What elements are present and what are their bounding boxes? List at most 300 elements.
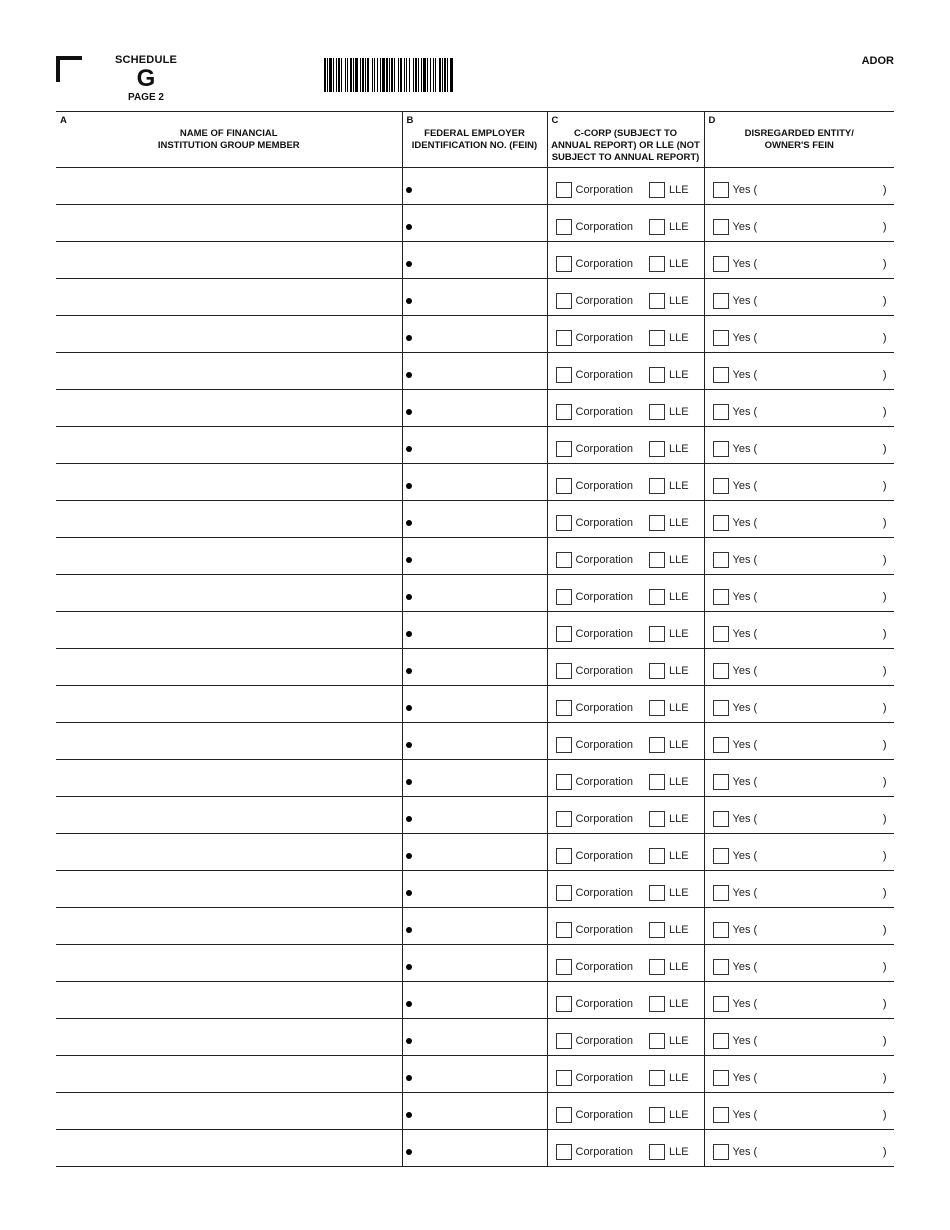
- table-row: [56, 242, 894, 279]
- column-title-line: C-CORP (SUBJECT TO: [573, 128, 678, 139]
- table-row: [56, 464, 894, 501]
- lle-label: LLE: [668, 961, 689, 973]
- lle-label: LLE: [668, 887, 689, 899]
- corporation-checkbox[interactable]: [556, 1070, 572, 1086]
- column-title-line: SUBJECT TO ANNUAL REPORT): [551, 152, 700, 163]
- yes-checkbox[interactable]: [713, 663, 729, 679]
- owner-fein-field[interactable]: ): [882, 332, 887, 344]
- table-row: [56, 316, 894, 353]
- fein-field[interactable]: [402, 575, 547, 612]
- corporation-checkbox[interactable]: [556, 774, 572, 790]
- corporation-checkbox[interactable]: [556, 256, 572, 272]
- corporation-label: Corporation: [575, 406, 633, 418]
- yes-label: Yes (: [732, 665, 758, 677]
- table-row: [56, 686, 894, 723]
- agency-label: ADOR: [861, 55, 894, 67]
- entity-type-cell: [547, 501, 704, 538]
- disregarded-entity-cell: [704, 723, 894, 760]
- lle-checkbox[interactable]: [649, 589, 665, 605]
- yes-label: Yes (: [732, 1035, 758, 1047]
- disregarded-entity-cell: [704, 575, 894, 612]
- fein-field[interactable]: [402, 686, 547, 723]
- yes-checkbox[interactable]: [713, 700, 729, 716]
- owner-fein-field[interactable]: ): [882, 702, 887, 714]
- corporation-label: Corporation: [575, 295, 633, 307]
- disregarded-entity-cell: [704, 1019, 894, 1056]
- lle-checkbox[interactable]: [649, 552, 665, 568]
- column-title-line: IDENTIFICATION NO. (FEIN): [411, 140, 538, 151]
- table-row: [56, 797, 894, 834]
- lle-checkbox[interactable]: [649, 330, 665, 346]
- corporation-label: Corporation: [575, 591, 633, 603]
- lle-checkbox[interactable]: [649, 996, 665, 1012]
- member-name-field[interactable]: [56, 945, 402, 982]
- bullet-icon: [406, 927, 412, 933]
- yes-checkbox[interactable]: [713, 441, 729, 457]
- bullet-icon: [406, 557, 412, 563]
- column-letter: C: [551, 115, 559, 126]
- member-name-field[interactable]: [56, 1130, 402, 1167]
- member-name-field[interactable]: [56, 390, 402, 427]
- corporation-label: Corporation: [575, 258, 633, 270]
- lle-label: LLE: [668, 184, 689, 196]
- member-name-field[interactable]: [56, 760, 402, 797]
- lle-checkbox[interactable]: [649, 626, 665, 642]
- corporation-checkbox[interactable]: [556, 367, 572, 383]
- member-name-field[interactable]: [56, 797, 402, 834]
- owner-fein-field[interactable]: ): [882, 369, 887, 381]
- lle-checkbox[interactable]: [649, 1070, 665, 1086]
- fein-field[interactable]: [402, 871, 547, 908]
- fein-field[interactable]: [402, 760, 547, 797]
- yes-checkbox[interactable]: [713, 256, 729, 272]
- column-header-c: [547, 112, 704, 168]
- corporation-label: Corporation: [575, 813, 633, 825]
- table-row: [56, 649, 894, 686]
- disregarded-entity-cell: [704, 1056, 894, 1093]
- yes-checkbox[interactable]: [713, 922, 729, 938]
- member-name-field[interactable]: [56, 427, 402, 464]
- lle-checkbox[interactable]: [649, 441, 665, 457]
- owner-fein-field[interactable]: ): [882, 554, 887, 566]
- lle-checkbox[interactable]: [649, 367, 665, 383]
- owner-fein-field[interactable]: ): [882, 1072, 887, 1084]
- fein-field[interactable]: [402, 538, 547, 575]
- fein-field[interactable]: [402, 1093, 547, 1130]
- lle-checkbox[interactable]: [649, 478, 665, 494]
- corporation-checkbox[interactable]: [556, 626, 572, 642]
- owner-fein-field[interactable]: ): [882, 517, 887, 529]
- member-name-field[interactable]: [56, 168, 402, 205]
- corporation-checkbox[interactable]: [556, 1144, 572, 1160]
- entity-type-cell: [547, 279, 704, 316]
- entity-type-cell: [547, 1019, 704, 1056]
- corporation-label: Corporation: [575, 887, 633, 899]
- yes-label: Yes (: [732, 813, 758, 825]
- yes-label: Yes (: [732, 887, 758, 899]
- lle-checkbox[interactable]: [649, 848, 665, 864]
- corporation-checkbox[interactable]: [556, 811, 572, 827]
- member-name-field[interactable]: [56, 649, 402, 686]
- table-row: [56, 427, 894, 464]
- table-row: [56, 1093, 894, 1130]
- owner-fein-field[interactable]: ): [882, 998, 887, 1010]
- corporation-label: Corporation: [575, 961, 633, 973]
- lle-checkbox[interactable]: [649, 1033, 665, 1049]
- yes-checkbox[interactable]: [713, 811, 729, 827]
- owner-fein-field[interactable]: ): [882, 591, 887, 603]
- disregarded-entity-cell: [704, 242, 894, 279]
- corporation-label: Corporation: [575, 369, 633, 381]
- fein-field[interactable]: [402, 982, 547, 1019]
- bullet-icon: [406, 779, 412, 785]
- lle-label: LLE: [668, 739, 689, 751]
- owner-fein-field[interactable]: ): [882, 887, 887, 899]
- member-name-field[interactable]: [56, 1019, 402, 1056]
- table-row: [56, 168, 894, 205]
- fein-field[interactable]: [402, 205, 547, 242]
- corporation-label: Corporation: [575, 998, 633, 1010]
- table-row: [56, 723, 894, 760]
- yes-checkbox[interactable]: [713, 293, 729, 309]
- corporation-label: Corporation: [575, 1109, 633, 1121]
- corporation-checkbox[interactable]: [556, 478, 572, 494]
- table-row: [56, 982, 894, 1019]
- schedule-label: SCHEDULE: [114, 54, 178, 66]
- owner-fein-field[interactable]: ): [882, 1035, 887, 1047]
- member-name-field[interactable]: [56, 538, 402, 575]
- disregarded-entity-cell: [704, 464, 894, 501]
- corporation-checkbox[interactable]: [556, 700, 572, 716]
- lle-checkbox[interactable]: [649, 219, 665, 235]
- lle-checkbox[interactable]: [649, 737, 665, 753]
- lle-label: LLE: [668, 776, 689, 788]
- corporation-checkbox[interactable]: [556, 404, 572, 420]
- table-row: [56, 501, 894, 538]
- lle-label: LLE: [668, 591, 689, 603]
- column-letter: D: [708, 115, 716, 126]
- corporation-label: Corporation: [575, 221, 633, 233]
- corporation-checkbox[interactable]: [556, 219, 572, 235]
- lle-checkbox[interactable]: [649, 1144, 665, 1160]
- corner-mark: [56, 56, 82, 82]
- fein-field[interactable]: [402, 797, 547, 834]
- disregarded-entity-cell: [704, 649, 894, 686]
- lle-label: LLE: [668, 295, 689, 307]
- member-name-field[interactable]: [56, 575, 402, 612]
- member-name-field[interactable]: [56, 501, 402, 538]
- lle-label: LLE: [668, 332, 689, 344]
- yes-label: Yes (: [732, 480, 758, 492]
- owner-fein-field[interactable]: ): [882, 184, 887, 196]
- yes-checkbox[interactable]: [713, 478, 729, 494]
- bullet-icon: [406, 187, 412, 193]
- yes-checkbox[interactable]: [713, 1070, 729, 1086]
- lle-label: LLE: [668, 258, 689, 270]
- fein-field[interactable]: [402, 279, 547, 316]
- lle-checkbox[interactable]: [649, 811, 665, 827]
- corporation-label: Corporation: [575, 184, 633, 196]
- yes-checkbox[interactable]: [713, 219, 729, 235]
- entity-type-cell: [547, 353, 704, 390]
- corporation-label: Corporation: [575, 1035, 633, 1047]
- owner-fein-field[interactable]: ): [882, 776, 887, 788]
- fein-field[interactable]: [402, 242, 547, 279]
- yes-checkbox[interactable]: [713, 848, 729, 864]
- corporation-checkbox[interactable]: [556, 552, 572, 568]
- member-name-field[interactable]: [56, 834, 402, 871]
- table-row: [56, 390, 894, 427]
- lle-checkbox[interactable]: [649, 293, 665, 309]
- lle-checkbox[interactable]: [649, 700, 665, 716]
- member-name-field[interactable]: [56, 908, 402, 945]
- member-name-field[interactable]: [56, 353, 402, 390]
- bullet-icon: [406, 705, 412, 711]
- yes-checkbox[interactable]: [713, 1107, 729, 1123]
- entity-type-cell: [547, 464, 704, 501]
- column-letter: A: [60, 115, 67, 126]
- corporation-checkbox[interactable]: [556, 885, 572, 901]
- owner-fein-field[interactable]: ): [882, 739, 887, 751]
- lle-checkbox[interactable]: [649, 663, 665, 679]
- table-row: [56, 1056, 894, 1093]
- member-name-field[interactable]: [56, 279, 402, 316]
- entity-type-cell: [547, 686, 704, 723]
- lle-checkbox[interactable]: [649, 1107, 665, 1123]
- owner-fein-field[interactable]: ): [882, 924, 887, 936]
- fein-field[interactable]: [402, 168, 547, 205]
- table-row: [56, 834, 894, 871]
- corporation-checkbox[interactable]: [556, 441, 572, 457]
- disregarded-entity-cell: [704, 501, 894, 538]
- barcode: [324, 58, 454, 92]
- bullet-icon: [406, 1149, 412, 1155]
- member-name-field[interactable]: [56, 464, 402, 501]
- yes-checkbox[interactable]: [713, 589, 729, 605]
- yes-label: Yes (: [732, 776, 758, 788]
- yes-label: Yes (: [732, 443, 758, 455]
- yes-checkbox[interactable]: [713, 367, 729, 383]
- lle-label: LLE: [668, 665, 689, 677]
- lle-checkbox[interactable]: [649, 182, 665, 198]
- owner-fein-field[interactable]: ): [882, 813, 887, 825]
- corporation-label: Corporation: [575, 850, 633, 862]
- yes-label: Yes (: [732, 1072, 758, 1084]
- owner-fein-field[interactable]: ): [882, 850, 887, 862]
- entity-type-cell: [547, 945, 704, 982]
- corporation-checkbox[interactable]: [556, 922, 572, 938]
- member-name-field[interactable]: [56, 612, 402, 649]
- lle-label: LLE: [668, 702, 689, 714]
- disregarded-entity-cell: [704, 205, 894, 242]
- owner-fein-field[interactable]: ): [882, 406, 887, 418]
- column-header-d: [704, 112, 894, 168]
- fein-field[interactable]: [402, 612, 547, 649]
- entity-type-cell: [547, 760, 704, 797]
- entity-type-cell: [547, 1056, 704, 1093]
- fein-field[interactable]: [402, 1019, 547, 1056]
- fein-field[interactable]: [402, 353, 547, 390]
- lle-label: LLE: [668, 221, 689, 233]
- disregarded-entity-cell: [704, 1130, 894, 1167]
- bullet-icon: [406, 668, 412, 674]
- lle-checkbox[interactable]: [649, 256, 665, 272]
- member-name-field[interactable]: [56, 205, 402, 242]
- fein-field[interactable]: [402, 945, 547, 982]
- entity-type-cell: [547, 1093, 704, 1130]
- fein-field[interactable]: [402, 427, 547, 464]
- corporation-label: Corporation: [575, 517, 633, 529]
- lle-label: LLE: [668, 850, 689, 862]
- fein-field[interactable]: [402, 723, 547, 760]
- corporation-checkbox[interactable]: [556, 182, 572, 198]
- corporation-label: Corporation: [575, 739, 633, 751]
- member-name-field[interactable]: [56, 723, 402, 760]
- disregarded-entity-cell: [704, 353, 894, 390]
- fein-field[interactable]: [402, 1056, 547, 1093]
- member-name-field[interactable]: [56, 871, 402, 908]
- bullet-icon: [406, 631, 412, 637]
- entity-type-cell: [547, 427, 704, 464]
- owner-fein-field[interactable]: ): [882, 1146, 887, 1158]
- fein-field[interactable]: [402, 316, 547, 353]
- entity-type-cell: [547, 242, 704, 279]
- corporation-checkbox[interactable]: [556, 330, 572, 346]
- yes-checkbox[interactable]: [713, 1033, 729, 1049]
- entity-type-cell: [547, 316, 704, 353]
- fein-field[interactable]: [402, 501, 547, 538]
- member-name-field[interactable]: [56, 242, 402, 279]
- yes-label: Yes (: [732, 628, 758, 640]
- yes-checkbox[interactable]: [713, 515, 729, 531]
- lle-checkbox[interactable]: [649, 404, 665, 420]
- corporation-checkbox[interactable]: [556, 293, 572, 309]
- lle-label: LLE: [668, 406, 689, 418]
- yes-checkbox[interactable]: [713, 404, 729, 420]
- yes-label: Yes (: [732, 961, 758, 973]
- owner-fein-field[interactable]: ): [882, 665, 887, 677]
- disregarded-entity-cell: [704, 982, 894, 1019]
- owner-fein-field[interactable]: ): [882, 961, 887, 973]
- entity-type-cell: [547, 649, 704, 686]
- yes-checkbox[interactable]: [713, 182, 729, 198]
- corporation-checkbox[interactable]: [556, 996, 572, 1012]
- column-header-a: [56, 112, 402, 168]
- entity-type-cell: [547, 723, 704, 760]
- column-title-line: ANNUAL REPORT) OR LLE (NOT: [551, 140, 700, 151]
- member-name-field[interactable]: [56, 1056, 402, 1093]
- corporation-checkbox[interactable]: [556, 848, 572, 864]
- lle-checkbox[interactable]: [649, 885, 665, 901]
- corporation-checkbox[interactable]: [556, 737, 572, 753]
- table-row: [56, 945, 894, 982]
- yes-label: Yes (: [732, 554, 758, 566]
- bullet-icon: [406, 1075, 412, 1081]
- fein-field[interactable]: [402, 464, 547, 501]
- yes-label: Yes (: [732, 369, 758, 381]
- yes-checkbox[interactable]: [713, 330, 729, 346]
- yes-label: Yes (: [732, 517, 758, 529]
- yes-checkbox[interactable]: [713, 885, 729, 901]
- corporation-label: Corporation: [575, 443, 633, 455]
- yes-checkbox[interactable]: [713, 552, 729, 568]
- lle-label: LLE: [668, 369, 689, 381]
- schedule-block: [106, 54, 186, 103]
- yes-checkbox[interactable]: [713, 737, 729, 753]
- corporation-label: Corporation: [575, 554, 633, 566]
- disregarded-entity-cell: [704, 686, 894, 723]
- entity-type-cell: [547, 834, 704, 871]
- disregarded-entity-cell: [704, 168, 894, 205]
- yes-checkbox[interactable]: [713, 626, 729, 642]
- fein-field[interactable]: [402, 908, 547, 945]
- disregarded-entity-cell: [704, 1093, 894, 1130]
- member-name-field[interactable]: [56, 982, 402, 1019]
- yes-checkbox[interactable]: [713, 996, 729, 1012]
- table-row: [56, 575, 894, 612]
- table-row: [56, 1130, 894, 1167]
- table-row: [56, 538, 894, 575]
- corporation-label: Corporation: [575, 480, 633, 492]
- owner-fein-field[interactable]: ): [882, 480, 887, 492]
- corporation-checkbox[interactable]: [556, 515, 572, 531]
- bullet-icon: [406, 409, 412, 415]
- yes-checkbox[interactable]: [713, 959, 729, 975]
- table-row: [56, 760, 894, 797]
- lle-checkbox[interactable]: [649, 515, 665, 531]
- corporation-label: Corporation: [575, 776, 633, 788]
- member-name-field[interactable]: [56, 1093, 402, 1130]
- fein-field[interactable]: [402, 834, 547, 871]
- bullet-icon: [406, 964, 412, 970]
- corporation-checkbox[interactable]: [556, 589, 572, 605]
- fein-field[interactable]: [402, 390, 547, 427]
- entity-type-cell: [547, 908, 704, 945]
- fein-field[interactable]: [402, 1130, 547, 1167]
- bullet-icon: [406, 298, 412, 304]
- corporation-checkbox[interactable]: [556, 663, 572, 679]
- yes-checkbox[interactable]: [713, 774, 729, 790]
- table-header-row: [56, 112, 894, 168]
- yes-checkbox[interactable]: [713, 1144, 729, 1160]
- barcode-bar: [453, 58, 454, 92]
- member-name-field[interactable]: [56, 686, 402, 723]
- owner-fein-field[interactable]: ): [882, 1109, 887, 1121]
- bullet-icon: [406, 1112, 412, 1118]
- lle-checkbox[interactable]: [649, 774, 665, 790]
- fein-field[interactable]: [402, 649, 547, 686]
- corporation-checkbox[interactable]: [556, 959, 572, 975]
- corporation-checkbox[interactable]: [556, 1033, 572, 1049]
- owner-fein-field[interactable]: ): [882, 221, 887, 233]
- corporation-checkbox[interactable]: [556, 1107, 572, 1123]
- bullet-icon: [406, 1038, 412, 1044]
- disregarded-entity-cell: [704, 797, 894, 834]
- column-title-line: INSTITUTION GROUP MEMBER: [157, 140, 300, 151]
- owner-fein-field[interactable]: ): [882, 443, 887, 455]
- group-member-table: [56, 111, 894, 1167]
- owner-fein-field[interactable]: ): [882, 258, 887, 270]
- member-name-field[interactable]: [56, 316, 402, 353]
- lle-label: LLE: [668, 998, 689, 1010]
- lle-label: LLE: [668, 517, 689, 529]
- table-row: [56, 908, 894, 945]
- yes-label: Yes (: [732, 850, 758, 862]
- lle-checkbox[interactable]: [649, 959, 665, 975]
- owner-fein-field[interactable]: ): [882, 628, 887, 640]
- lle-checkbox[interactable]: [649, 922, 665, 938]
- owner-fein-field[interactable]: ): [882, 295, 887, 307]
